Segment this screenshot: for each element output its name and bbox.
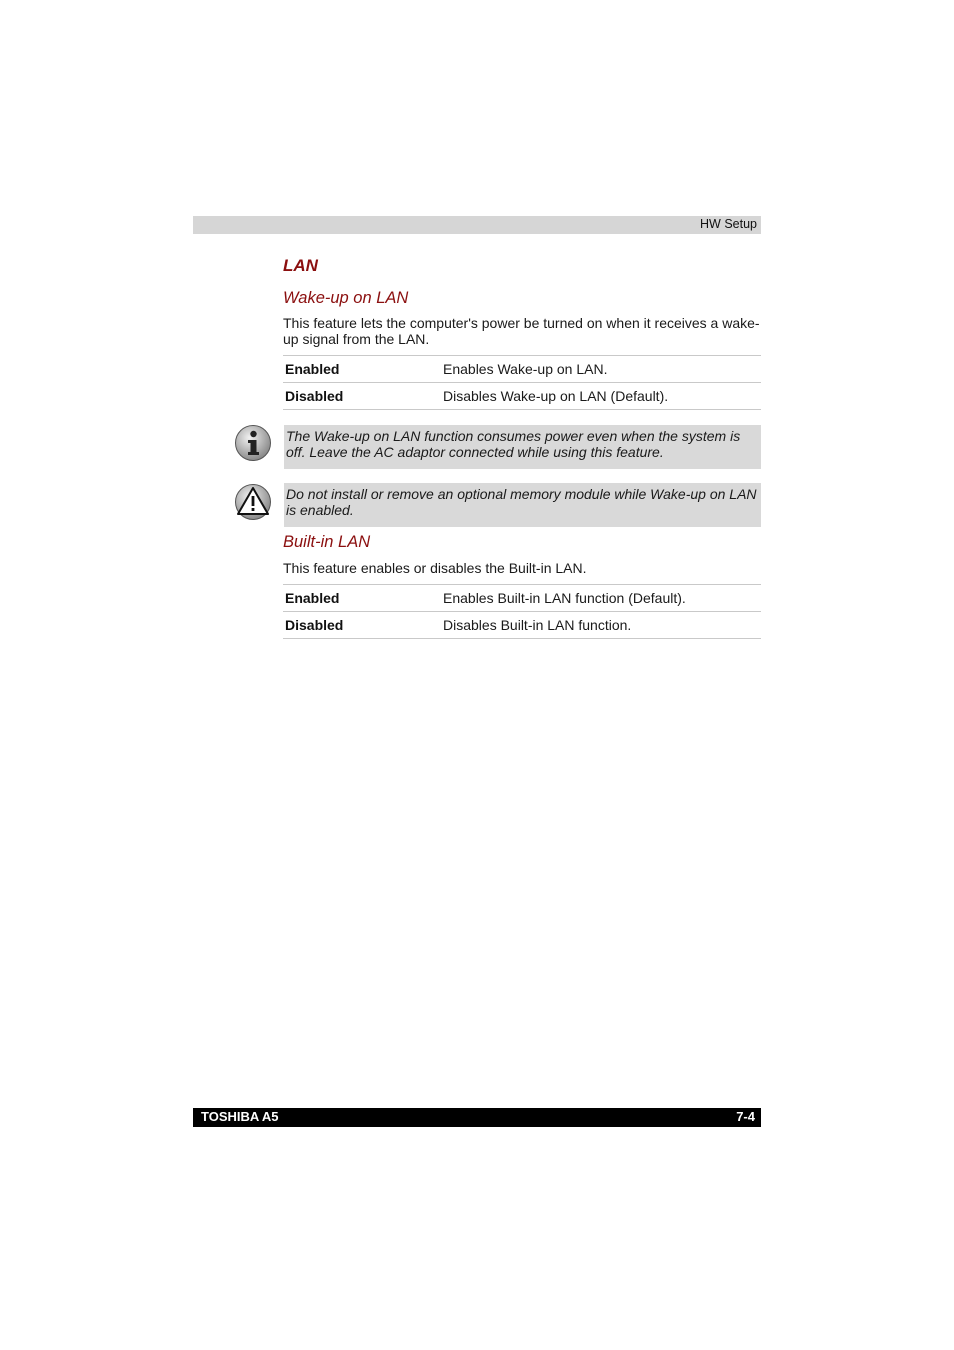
table-row: [283, 585, 761, 612]
option-description: Disables Built-in LAN function.: [443, 617, 632, 633]
page-header: [193, 216, 761, 234]
option-label: Enabled: [285, 361, 340, 377]
caution-note: [284, 483, 761, 527]
header-section-label: HW Setup: [700, 217, 757, 231]
builtin-lan-subtitle: Built-in LAN: [283, 533, 371, 551]
table-row: [283, 356, 761, 383]
wake-on-lan-table: [283, 355, 761, 410]
builtin-lan-description: This feature enables or disables the Built-in LAN.: [283, 560, 587, 576]
page-number: 7-4: [736, 1109, 755, 1124]
wake-on-lan-subtitle: Wake-up on LAN: [283, 289, 409, 307]
caution-note-text: Do not install or remove an optional memory module while Wake-up on LAN is enabled.: [286, 486, 757, 518]
option-label: Enabled: [285, 590, 340, 606]
option-label: Disabled: [285, 388, 344, 404]
wake-on-lan-description: This feature lets the computer's power be turned on when it receives a wake-up signal from the LAN.: [283, 315, 760, 347]
table-row: [283, 383, 761, 410]
info-icon: [234, 424, 272, 462]
table-row: [283, 612, 761, 639]
option-label: Disabled: [285, 617, 344, 633]
builtin-lan-table: [283, 584, 761, 639]
section-title: LAN: [283, 256, 318, 275]
info-note-text: The Wake-up on LAN function consumes power even when the system is off. Leave the AC adaptor connected while using this feature.: [286, 428, 741, 460]
option-description: Enables Wake-up on LAN.: [443, 361, 608, 377]
caution-icon: [234, 483, 272, 521]
option-description: Enables Built-in LAN function (Default).: [443, 590, 686, 606]
info-note: [284, 425, 761, 469]
option-description: Disables Wake-up on LAN (Default).: [443, 388, 669, 404]
footer-product: TOSHIBA A5: [201, 1109, 279, 1124]
page-footer: [193, 1108, 761, 1127]
